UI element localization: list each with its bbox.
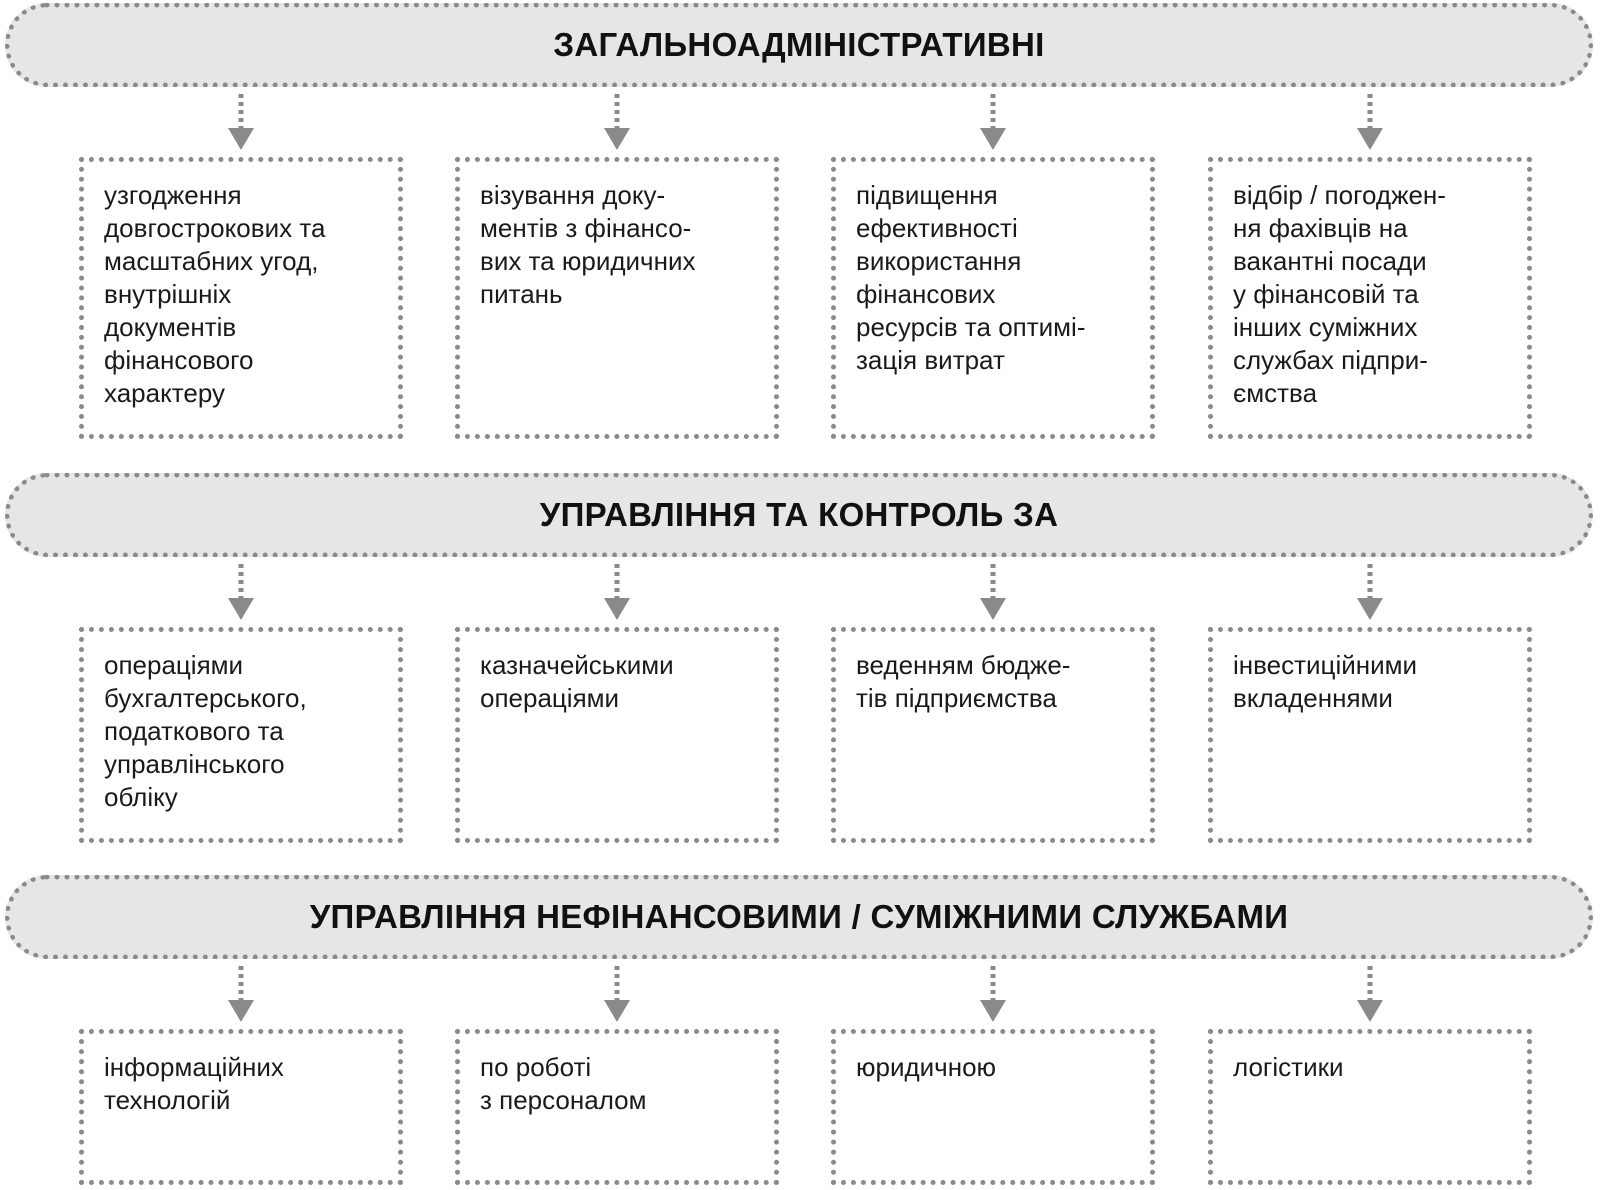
arrow-down-icon [1356,964,1384,1024]
duty-text: інвестиційними вкладеннями [1233,650,1418,713]
duty-text: казначейськими операціями [480,650,674,713]
arrow-down-icon [603,92,631,152]
arrow-down-icon [227,92,255,152]
section-title: УПРАВЛІННЯ ТА КОНТРОЛЬ ЗА [539,496,1059,533]
duty-box [1208,627,1532,843]
duty-box [831,1029,1155,1185]
duty-box [455,627,779,843]
arrow-down-icon [979,562,1007,622]
section-banner-nonfinancial-services [5,875,1593,959]
arrow-down-icon [603,964,631,1024]
duty-text: логістики [1233,1052,1344,1082]
duty-box [455,1029,779,1185]
arrow-down-icon [227,964,255,1024]
arrow-down-icon [1356,92,1384,152]
duty-box [831,157,1155,439]
duty-text: узгодження довгострокових та масштабних угод, внутрішніх документів фінансового характеру [104,180,326,408]
duty-text: підвищення ефективності використання фінансових ресурсів та оптимі- зація витрат [856,180,1086,375]
duty-text: операціями бухгалтерського, податкового та управлінського обліку [104,650,307,812]
duty-text: інформаційних технологій [104,1052,284,1115]
arrow-down-icon [603,562,631,622]
duty-box [455,157,779,439]
arrow-down-icon [979,92,1007,152]
duty-box [1208,157,1532,439]
arrow-down-icon [1356,562,1384,622]
duty-text: відбір / погоджен- ня фахівців на вакантні посади у фінансовій та інших суміжних службах підпри- ємства [1233,180,1446,408]
duty-text: візування доку- ментів з фінансо- вих та юридичних питань [480,180,696,309]
arrow-down-icon [979,964,1007,1024]
arrow-down-icon [227,562,255,622]
duty-box [79,627,403,843]
duty-box [1208,1029,1532,1185]
section-title: УПРАВЛІННЯ НЕФІНАНСОВИМИ / СУМІЖНИМИ СЛУЖБАМИ [309,898,1289,935]
section-banner-general-admin [5,3,1593,87]
duty-text: юридичною [856,1052,997,1082]
duty-box [831,627,1155,843]
duty-box [79,1029,403,1185]
duty-text: по роботі з персоналом [480,1052,647,1115]
duty-box [79,157,403,439]
duty-text: веденням бюдже- тів підприємства [856,650,1071,713]
section-title: ЗАГАЛЬНОАДМІНІСТРАТИВНІ [553,26,1045,63]
section-banner-management-control [5,473,1593,557]
